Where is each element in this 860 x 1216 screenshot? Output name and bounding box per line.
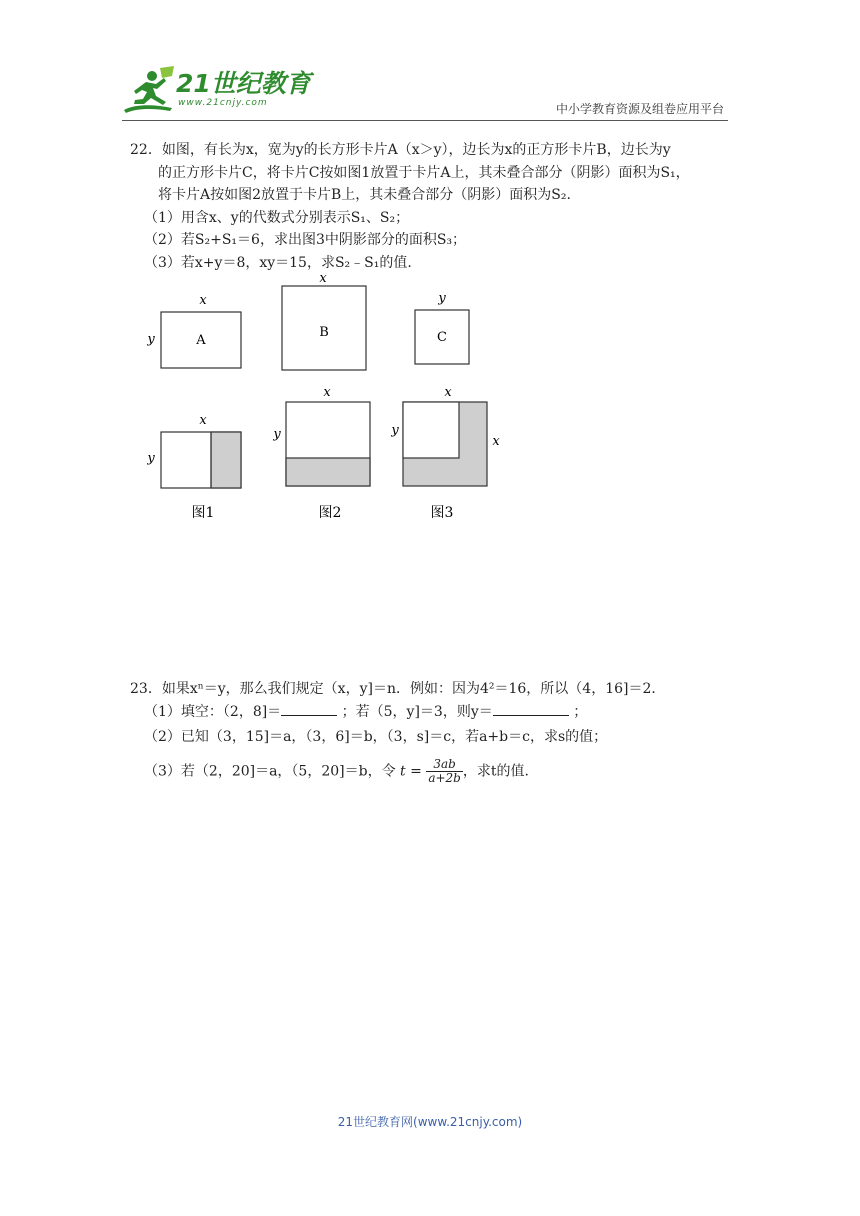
fraction-denominator: a+2b [428, 770, 461, 785]
fig1-width-label: x [199, 413, 207, 428]
q23-part-3-prefix: （3）若（2，20]＝a，（5，20]＝b，令 [144, 763, 396, 779]
q23-part-2: （2）已知（3，15]＝a，（3，6]＝b，（3，s]＝c，若a+b＝c，求s的值； [144, 729, 608, 745]
q23-part-3-suffix: ，求t的值. [462, 763, 529, 779]
fig1-shaded-region [211, 432, 241, 488]
q23-part-1-middle: ；若（5，y]＝3，则y＝ [341, 703, 493, 720]
fig2-height-label: y [273, 427, 281, 442]
card-b-label: B [319, 325, 329, 340]
q23-part-1 [130, 701, 740, 724]
page-header [0, 0, 860, 125]
platform-title: 中小学教育资源及组卷应用平台 [555, 102, 724, 116]
fig1-caption: 图1 [191, 505, 215, 521]
card-a-label: A [196, 333, 206, 348]
answer-blank-1[interactable] [281, 701, 337, 716]
q23-part-1-prefix: （1）填空：（2，8]＝ [144, 703, 282, 720]
fig3-width-label: x [444, 385, 452, 400]
card-c-side-label: y [438, 291, 446, 306]
q23-line-1: 23．如果xⁿ＝y，那么我们规定（x，y]＝n．例如：因为4²＝16，所以（4，16]＝2． [130, 681, 666, 697]
card-a-width-label: x [199, 293, 207, 308]
q22-line-1: 22．如图，有长为x，宽为y的长方形卡片A（x＞y），边长为x的正方形卡片B，边长为y [130, 142, 671, 158]
card-c-label: C [437, 330, 447, 345]
q22-line-3: 将卡片A按如图2放置于卡片B上，其未叠合部分（阴影）面积为S₂. [158, 187, 571, 203]
fig3-caption: 图3 [430, 505, 454, 521]
question-22 [130, 139, 740, 274]
q22-part-2: （2）若S₂+S₁＝6，求出图3中阴影部分的面积S₃； [144, 232, 467, 248]
page-footer: 21世纪教育网(www.21cnjy.com) [337, 1115, 523, 1129]
card-a-height-label: y [147, 332, 155, 347]
q22-line-2: 的正方形卡片C，将卡片C按如图1放置于卡片A上，其未叠合部分（阴影）面积为S₁， [158, 164, 690, 181]
question-23 [130, 678, 740, 785]
q23-part-1-suffix: ； [573, 703, 588, 720]
q22-part-3: （3）若x+y＝8，xy＝15，求S₂﹣S₁的值. [144, 254, 412, 271]
q23-part-3 [130, 758, 740, 785]
cards-figure [140, 271, 520, 534]
fig3-card-c [403, 402, 459, 458]
fig2-caption: 图2 [318, 505, 342, 521]
fig2-shaded-region [286, 458, 370, 486]
runner-logo-icon [120, 64, 176, 118]
header-divider [122, 120, 728, 121]
logo-url: www.21cnjy.com [178, 98, 268, 108]
formula-t: t = [400, 763, 422, 779]
fraction [426, 758, 463, 785]
logo [120, 64, 311, 118]
q22-part-1: （1）用含x、y的代数式分别表示S₁、S₂； [144, 209, 410, 226]
fig2-width-label: x [323, 385, 331, 400]
fig1-height-label: y [147, 451, 155, 466]
logo-text: 21世纪教育 [176, 69, 311, 98]
fig3-side-label: x [492, 434, 500, 449]
answer-blank-2[interactable] [493, 701, 569, 716]
fig3-height-label: y [391, 423, 399, 438]
fraction-numerator: 3ab [426, 758, 463, 772]
card-b-side-label: x [319, 271, 327, 286]
